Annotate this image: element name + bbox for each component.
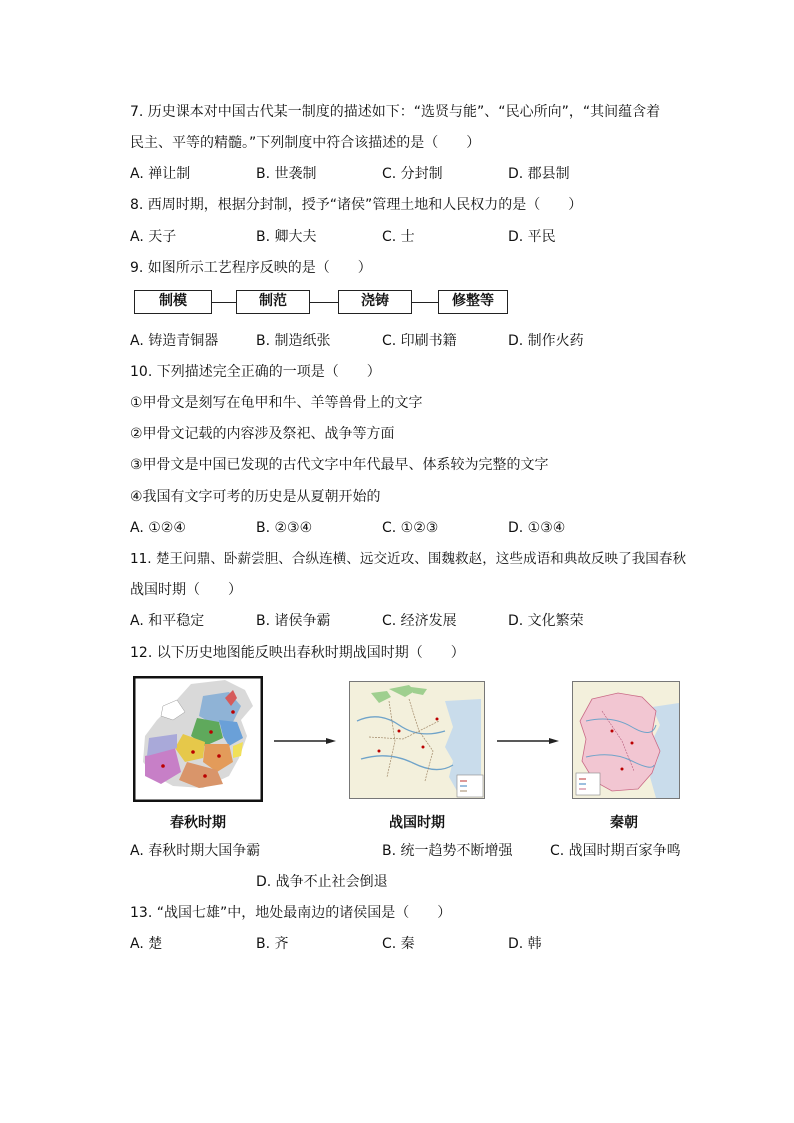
flow-step-finish: 修整等 (438, 290, 508, 314)
q13-option-b: B. 齐 (256, 936, 289, 952)
q10-option-c: C. ①②③ (382, 520, 439, 536)
q9-option-a: A. 铸造青铜器 (130, 333, 219, 349)
q10-stem: 10. 下列描述完全正确的一项是（ ） (130, 364, 381, 380)
q10-statement-1: ①甲骨文是刻写在龟甲和牛、羊等兽骨上的文字 (130, 395, 423, 411)
q8-option-c: C. 士 (382, 229, 415, 245)
arrow-right-icon (274, 738, 336, 744)
flow-step-cast-form: 制范 (236, 290, 310, 314)
q8-option-a: A. 天子 (130, 229, 177, 245)
q7-option-b: B. 世袭制 (256, 166, 317, 182)
flow-connector (412, 302, 438, 303)
q9-option-c: C. 印刷书籍 (382, 333, 457, 349)
q7-option-d: D. 郡县制 (508, 166, 570, 182)
q7-option-a: A. 禅让制 (130, 166, 191, 182)
warring-states-map (349, 681, 485, 799)
flow-step-pour: 浇铸 (338, 290, 412, 314)
q13-stem: 13. “战国七雄”中，地处最南边的诸侯国是（ ） (130, 905, 452, 921)
q9-option-d: D. 制作火药 (508, 333, 584, 349)
q12-option-c: C. 战国时期百家争鸣 (550, 843, 681, 859)
q10-statement-4: ④我国有文字可考的历史是从夏朝开始的 (130, 489, 381, 505)
q11-stem-line1: 11. 楚王问鼎、卧薪尝胆、合纵连横、远交近攻、围魏救赵，这些成语和典故反映了我国春秋 (130, 551, 687, 567)
q13-option-c: C. 秦 (382, 936, 415, 952)
q13-option-d: D. 韩 (508, 936, 542, 952)
spring-autumn-map (133, 676, 263, 802)
q7-stem-line1: 7. 历史课本对中国古代某一制度的描述如下：“选贤与能”、“民心所向”，“其间蕴含着 (130, 104, 661, 120)
map-caption-warring-states: 战国时期 (389, 815, 445, 831)
flow-step-mold: 制模 (134, 290, 212, 314)
q11-option-d: D. 文化繁荣 (508, 613, 584, 629)
qin-dynasty-map (572, 681, 680, 799)
q12-stem: 12. 以下历史地图能反映出春秋时期战国时期（ ） (130, 645, 465, 661)
q10-statement-3: ③甲骨文是中国已发现的古代文字中年代最早、体系较为完整的文字 (130, 457, 549, 473)
q8-option-d: D. 平民 (508, 229, 556, 245)
q7-stem-line2: 民主、平等的精髓。”下列制度中符合该描述的是（ ） (130, 135, 481, 151)
q8-option-b: B. 卿大夫 (256, 229, 317, 245)
q8-stem: 8. 西周时期，根据分封制，授予“诸侯”管理土地和人民权力的是（ ） (130, 197, 583, 213)
q10-option-a: A. ①②④ (130, 520, 186, 536)
q7-option-c: C. 分封制 (382, 166, 443, 182)
flow-connector (212, 302, 236, 303)
q12-option-d: D. 战争不止社会倒退 (256, 874, 388, 890)
arrow-right-icon (497, 738, 559, 744)
q9-stem: 9. 如图所示工艺程序反映的是（ ） (130, 260, 372, 276)
q13-option-a: A. 楚 (130, 936, 163, 952)
map-caption-qin: 秦朝 (610, 815, 638, 831)
q11-option-a: A. 和平稳定 (130, 613, 205, 629)
q12-option-b: B. 统一趋势不断增强 (382, 843, 513, 859)
q11-option-b: B. 诸侯争霸 (256, 613, 331, 629)
q11-option-c: C. 经济发展 (382, 613, 457, 629)
q10-statement-2: ②甲骨文记载的内容涉及祭祀、战争等方面 (130, 426, 395, 442)
q10-option-b: B. ②③④ (256, 520, 313, 536)
map-caption-spring-autumn: 春秋时期 (170, 815, 226, 831)
q11-stem-line2: 战国时期（ ） (130, 582, 242, 598)
q10-option-d: D. ①③④ (508, 520, 566, 536)
q12-option-a: A. 春秋时期大国争霸 (130, 843, 261, 859)
q9-option-b: B. 制造纸张 (256, 333, 331, 349)
flow-connector (310, 302, 338, 303)
